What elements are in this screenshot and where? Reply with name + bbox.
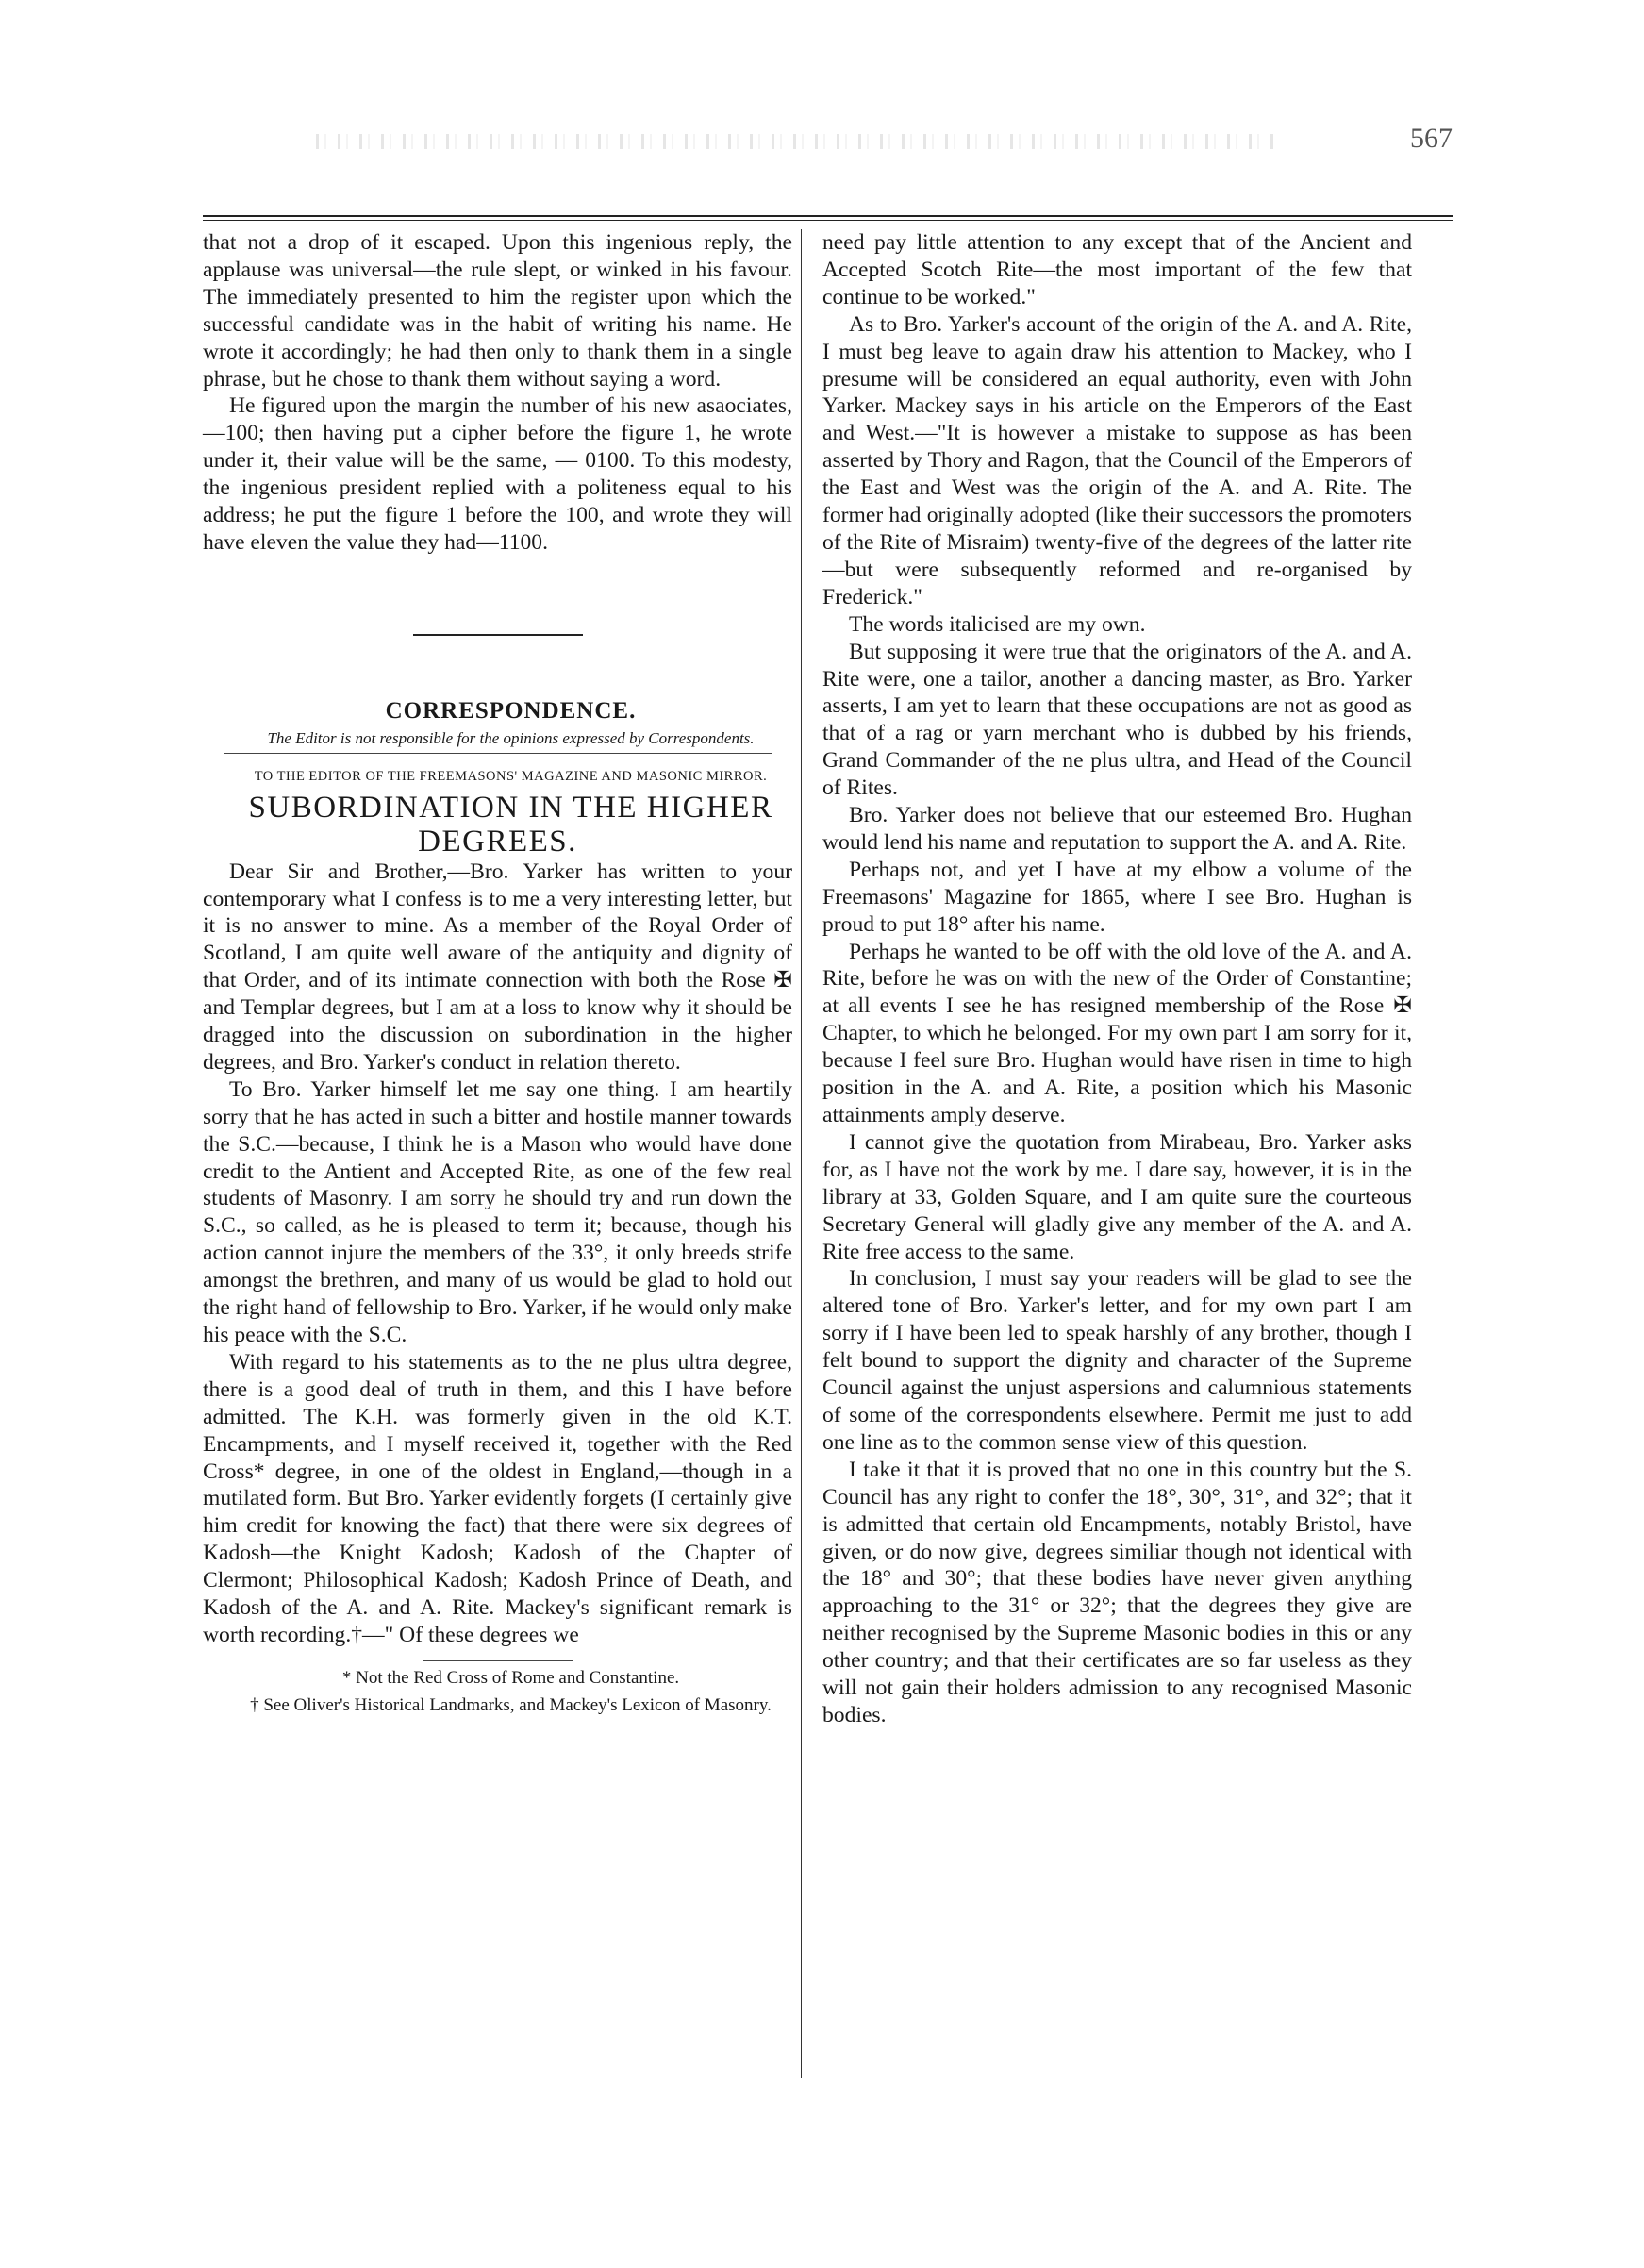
paragraph: that not a drop of it escaped. Upon this ingenious reply, the applause was universal—the rule slept, or winked in his favour. The immediately presented to him the register upon which the successful candidate was in the habit of writing his name. He wrote it accordingly; he had then only to thank them in a single phrase, but he chose to thank them without saying a word. (203, 230, 792, 392)
paragraph: Dear Sir and Brother,—Bro. Yarker has written to your contemporary what I confess is to me a very interesting letter, but it is no answer to mine. As a member of the Royal Order of Scotland, I am quite well aware of the antiquity and dignity of that Order, and of its intimate connection with both the Rose ✠ and Templar degrees, but I am at a loss to know why it should be dragged into the discussion on subordination in the higher degrees, and Bro. Yarker's conduct in relation thereto. (203, 859, 792, 1075)
header-rule (203, 215, 1453, 221)
paragraph: The words italicised are my own. (849, 611, 1146, 637)
column-divider (801, 229, 802, 2078)
paragraph: Bro. Yarker does not believe that our esteemed Bro. Hughan would lend his name and reputation to support the A. and A. Rite. (822, 803, 1412, 855)
paragraph: As to Bro. Yarker's account of the origin of the A. and A. Rite, I must beg leave to again draw his attention to Mackey, who I presume will be considered an equal authority, even with John Yarker. Mackey says in his article on the Emperors of the East and West.—"It is however a mistake to suppose as has been asserted by Thory and Ragon, that the Council of the Emperors of the East and West was the origin of the A. and A. Rite. The former had originally adopted (like their successors the promoters of the Rite of Misraim) twenty-five of the degrees of the latter rite—but were subsequently reformed and re-organised by Frederick." (822, 311, 1412, 609)
paragraph: To Bro. Yarker himself let me say one thing. I am heartily sorry that he has acted in such a bitter and hostile manner towards the S.C.—because, I think he is a Mason who would have done credit to the Antient and Accepted Rite, as one of the few real students of Masonry. I am sorry he should try and run down the S.C., so called, as he is pleased to term it; because, though his action cannot injure the members of the 33°, it only breeds strife amongst the brethren, and many of us would be glad to hold out the right hand of fellowship to Bro. Yarker, if he would only make his peace with the S.C. (203, 1076, 792, 1347)
paragraph: I take it that it is proved that no one in this country but the S. Council has any right to confer the 18°, 30°, 31°, and 32°; that it is admitted that certain old Encampments, notably Bristol, have given, or do now give, degrees similiar though not identical with the 18° and 30°; that these bodies have never given anything approaching to the 31° or 32°; that the degrees they give are neither recognised by the Supreme Masonic bodies in this or any other country; and that their certificates are so far useless as they will not gain their holders admission to any recognised Masonic bodies. (822, 1457, 1412, 1727)
page-number: 567 (1410, 123, 1453, 154)
footnote-divider (423, 1660, 573, 1661)
paragraph: Perhaps he wanted to be off with the old love of the A. and A. Rite, before he was on with the new of the Order of Constantine; at all events I see he has resigned membership of the Rose ✠ Chapter, to which he belonged. For my own part I am sorry for it, because I feel sure Bro. Hughan would have risen in time to high position in the A. and A. Rite, a position which his Masonic attainments amply deserve. (822, 939, 1412, 1127)
left-column (203, 229, 792, 1716)
running-header (203, 113, 1453, 170)
section-divider (413, 634, 583, 636)
footnote: * Not the Red Cross of Rome and Constantine. (341, 1667, 680, 1688)
editor-disclaimer: The Editor is not responsible for the opinions expressed by Correspondents. (267, 728, 755, 747)
letter-addressee: TO THE EDITOR OF THE FREEMASONS' MAGAZINE AND MASONIC MIRROR. (254, 768, 768, 784)
faded-header-text (316, 134, 1278, 149)
divider (224, 753, 772, 754)
article-title: SUBORDINATION IN THE HIGHER DEGREES. (248, 790, 773, 859)
paragraph: With regard to his statements as to the ne plus ultra degree, there is a good deal of truth in them, and this I have before admitted. The K.H. was formerly given in the old K.T. Encampments, and I myself received it, together with the Red Cross* degree, in one of the oldest in England,—though in a mutilated form. But Bro. Yarker evidently forgets (I certainly give him credit for knowing the fact) that there were six degrees of Kadosh—the Knight Kadosh; Kadosh of the Chapter of Clermont; Philosophical Kadosh; Kadosh Prince of Death, and Kadosh of the A. and A. Rite. Mackey's significant remark is worth recording.†—" Of these degrees we (203, 1349, 792, 1647)
paragraph: need pay little attention to any except that of the Ancient and Accepted Scotch Rite—the most important of the few that continue to be worked." (822, 230, 1412, 309)
right-column (822, 229, 1412, 1729)
paragraph: Perhaps not, and yet I have at my elbow a volume of the Freemasons' Magazine for 1865, where I see Bro. Hughan is proud to put 18° after his name. (822, 857, 1412, 937)
paragraph: He figured upon the margin the number of his new asaociates,—100; then having put a cipher before the figure 1, he wrote under it, their value will be the same, — 0100. To this modesty, the ingenious president replied with a politeness equal to his address; he put the figure 1 before the 100, and wrote they will have eleven the value they had—1100. (203, 393, 792, 555)
section-title: CORRESPONDENCE. (385, 697, 637, 724)
paragraph: I cannot give the quotation from Mirabeau, Bro. Yarker asks for, as I have not the work by me. I dare say, however, it is in the library at 33, Golden Square, and I am quite sure the courteous Secretary General will gladly give any member of the A. and A. Rite free access to the same. (822, 1129, 1412, 1264)
paragraph: But supposing it were true that the originators of the A. and A. Rite were, one a tailor, another a dancing master, as Bro. Yarker asserts, I am yet to learn that these occupations are not as good as that of a rag or yarn merchant who is dubbed by his friends, Grand Commander of the ne plus ultra, and Head of the Council of Rites. (822, 639, 1412, 801)
paragraph: In conclusion, I must say your readers will be glad to see the altered tone of Bro. Yarker's letter, and for my own part I am sorry if I have been led to speak harshly of any brother, though I felt bound to support the dignity and character of the Supreme Council against the unjust aspersions and calumnious statements of some of the correspondents elsewhere. Permit me just to add one line as to the common sense view of this question. (822, 1266, 1412, 1455)
footnote: † See Oliver's Historical Landmarks, and Mackey's Lexicon of Masonry. (250, 1694, 772, 1715)
